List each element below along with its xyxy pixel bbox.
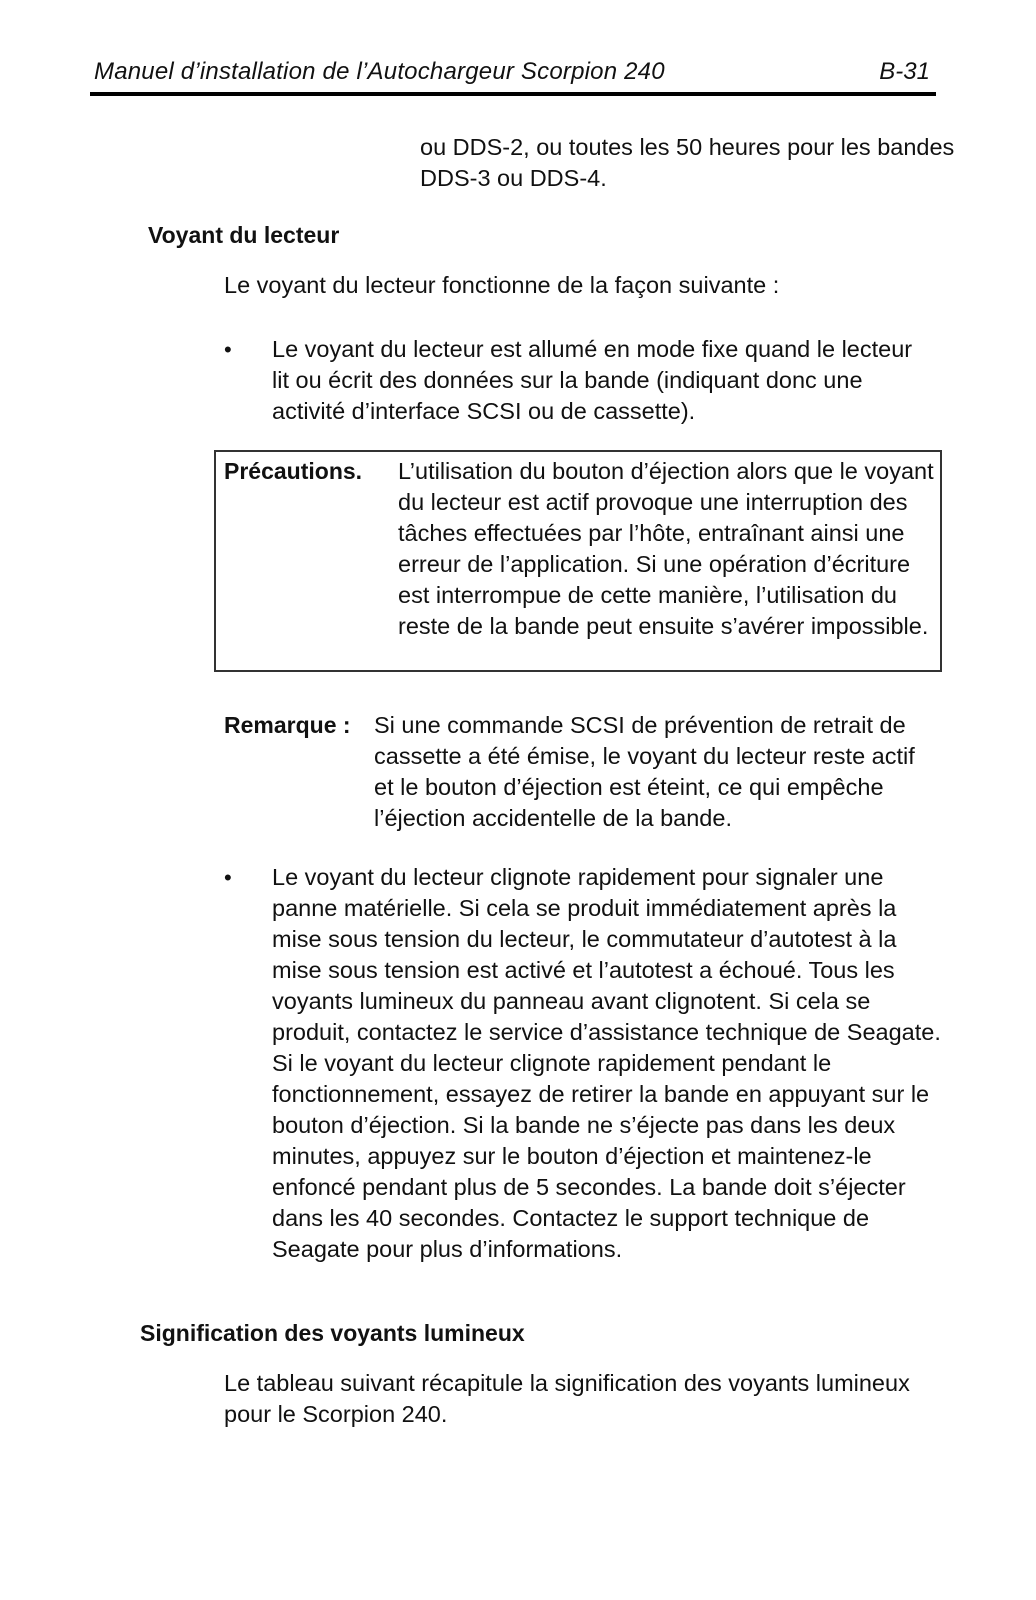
caution-label: Précautions. [224, 458, 363, 484]
section-heading-lights-meaning: Signification des voyants lumineux [140, 1320, 525, 1346]
section-heading-drive-light: Voyant du lecteur [148, 222, 340, 248]
note-label: Remarque : [224, 712, 351, 738]
caution-text: L’utilisation du bouton d’éjection alors que le voyant du lecteur est actif provoque une interruption des tâches effectuées par l’hôte, entraînant ainsi une erreur de l’application. Si une opération d’écriture est interrompue de cette manière, l’utilisation du reste de la bande peut ensuite s’avérer impossible. [398, 458, 934, 639]
caution-box [214, 450, 942, 672]
bullet-marker: • [224, 865, 232, 890]
lights-meaning-paragraph: Le tableau suivant récapitule la signification des voyants lumineux pour le Scorpion 240. [224, 1370, 910, 1427]
note-text: Si une commande SCSI de prévention de retrait de cassette a été émise, le voyant du lecteur reste actif et le bouton d’éjection est éteint, ce qui empêche l’éjection accidentelle de la bande. [374, 712, 915, 831]
header-title: Manuel d’installation de l’Autochargeur Scorpion 240 [94, 58, 665, 85]
bullet-marker: • [224, 337, 232, 362]
drive-light-intro: Le voyant du lecteur fonctionne de la façon suivante : [224, 272, 780, 298]
bullet-item-solid-light: Le voyant du lecteur est allumé en mode fixe quand le lecteur lit ou écrit des données sur la bande (indiquant donc une activité d’interface SCSI ou de cassette). [272, 336, 913, 424]
continuation-paragraph: ou DDS-2, ou toutes les 50 heures pour les bandes DDS-3 ou DDS-4. [420, 134, 955, 191]
bullet-item-flashing-light: Le voyant du lecteur clignote rapidement pour signaler une panne matérielle. Si cela se produit immédiatement après la mise sous tension du lecteur, le commutateur d’autotest à la mise sous tension est activé et l’autotest a échoué. Tous les voyants lumineux du panneau avant clignotent. Si cela se produit, contactez le service d’assistance technique de Seagate. Si le voyant du lecteur clignote rapidement pendant le fonctionnement, essayez de retirer la bande en appuyant sur le bouton d’éjection. Si la bande ne s’éjecte pas dans les deux minutes, appuyez sur le bouton d’éjection et maintenez-le enfoncé pendant plus de 5 secondes. La bande doit s’éjecter dans les 40 secondes. Contactez le support technique de Seagate pour plus d’informations. [272, 864, 941, 1262]
page-header [90, 58, 936, 96]
page-number: B-31 [879, 58, 930, 85]
